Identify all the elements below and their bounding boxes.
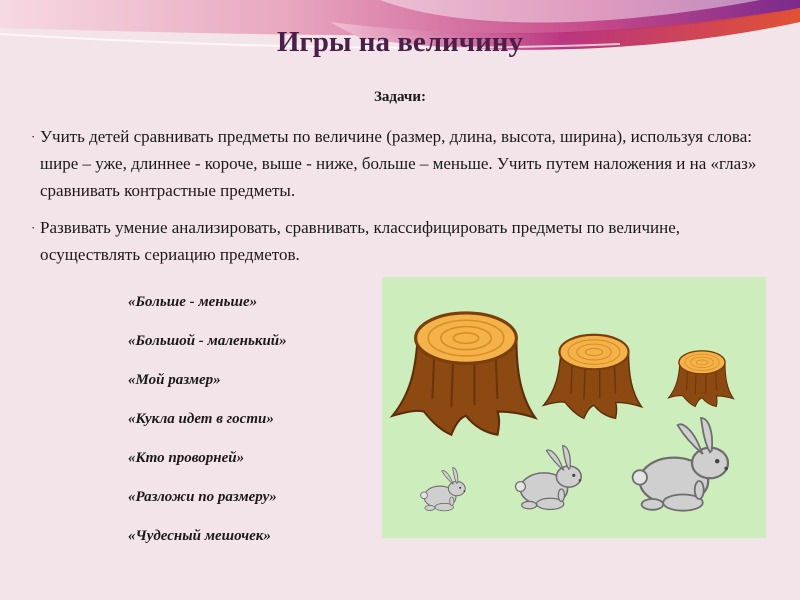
game-item: «Разложи по размеру» <box>128 489 277 505</box>
task-text-1: Учить детей сравнивать предметы по величине (размер, длина, высота, ширина), используя слова: шире – уже, длиннее - короче, выше - ниже, больше – меньше. Учить путем наложения и на «глаз» сравнивать контрастные предметы. <box>40 127 757 200</box>
page-title: Игры на величину <box>277 26 523 58</box>
task-paragraph-1 <box>31 123 770 204</box>
bullet-icon: · <box>31 129 36 144</box>
task-paragraph-2 <box>31 214 770 268</box>
game-item: «Больше - меньше» <box>128 294 258 310</box>
game-item: «Большой - маленький» <box>128 333 287 349</box>
game-item: «Кто проворней» <box>128 450 245 466</box>
task-text-2: Развивать умение анализировать, сравнивать, классифицировать предметы по величине, осуществлять сериацию предметов. <box>40 218 681 264</box>
size-comparison-illustration <box>382 277 766 538</box>
game-item: «Чудесный мешочек» <box>128 528 271 544</box>
games-list <box>128 292 388 565</box>
game-item: «Мой размер» <box>128 372 221 388</box>
tasks-heading: Задачи: <box>373 89 426 105</box>
bullet-icon: · <box>31 220 36 235</box>
game-item: «Кукла идет в гости» <box>128 411 274 427</box>
